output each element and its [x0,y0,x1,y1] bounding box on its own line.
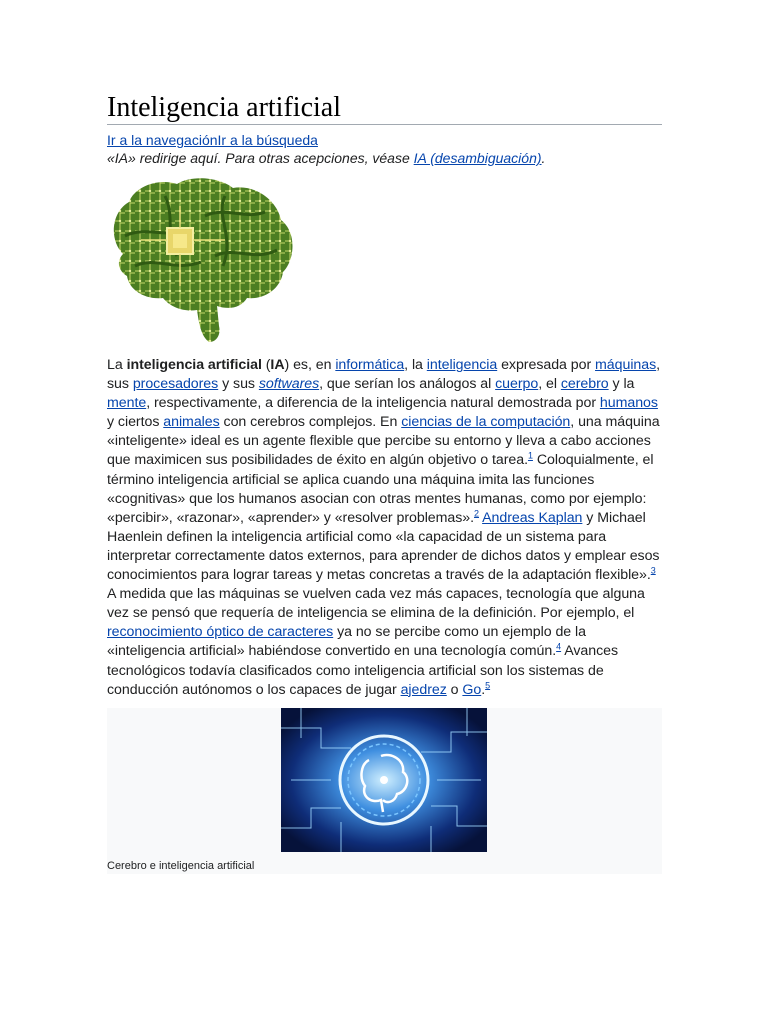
article-page [107,92,662,874]
text-run: ya no se percibe como un ejemplo de la «inteligencia artificial» habiéndose convertido en una tecnología común. [107,624,586,660]
link-mente[interactable]: mente [107,395,147,412]
text-run: y Michael Haenlein definen la inteligencia artificial como «la capacidad de un sistema para interpretar correctamente datos externos, para aprender de dichos datos y emplear esos conocimientos para lograr tareas y metas concretas a través de la adaptación flexible». [107,509,660,584]
skip-to-search-link[interactable]: Ir a la búsqueda [217,132,318,148]
link-ajedrez[interactable]: ajedrez [400,681,447,698]
text-run: , una máquina «inteligente» ideal es un agente flexible que percibe su entorno y lleva a cabo acciones que maximicen sus posibilidades de éxito en algún objetivo o tarea. [107,414,660,469]
title-divider [107,124,662,125]
link-ciencias-computacion[interactable]: ciencias de la computación [401,414,571,431]
figure-caption: Cerebro e inteligencia artificial [107,859,255,872]
bold-term: inteligencia artificial [126,357,262,373]
article-intro-paragraph [107,356,662,700]
link-go[interactable]: Go [462,681,482,698]
hatnote-suffix: . [541,150,546,166]
skip-to-navigation-link[interactable]: Ir a la navegación [107,132,218,148]
hatnote-prefix: «IA» redirige aquí. Para otras acepciones, véase [107,150,414,166]
text-run: y la [608,376,635,393]
link-humanos[interactable]: humanos [599,395,658,412]
page-title: Inteligencia artificial [107,92,341,123]
text-run: Avances tecnológicos todavía clasificados como inteligencia artificial son los sistemas de conducción autónomos o los capaces de jugar [107,643,619,698]
link-reconocimiento-optico[interactable]: reconocimiento óptico de caracteres [107,624,334,641]
text-run: A medida que las máquinas se vuelven cada vez más capaces, tecnología que alguna vez se pensó que requería de inteligencia se elimina de la definición. Por ejemplo, el [107,586,645,622]
article-figure [107,708,662,874]
text-run: o [446,681,463,698]
link-cuerpo[interactable]: cuerpo [495,376,539,393]
text-run: . [481,681,486,698]
skip-links [107,131,662,149]
link-cerebro[interactable]: cerebro [560,376,609,393]
link-informatica[interactable]: informática [335,357,405,373]
link-maquinas[interactable]: máquinas [595,357,657,373]
text-run: Coloquialmente, el término inteligencia artificial se aplica cuando una máquina imita las funciones «cognitivas» que los humanos asocian con otras mentes humanas, como por ejemplo: «percibir», «razonar», «aprender» y «resolver problemas». [107,452,654,526]
link-softwares[interactable]: softwares [258,376,320,393]
reference-link-3[interactable]: 3 [650,565,656,576]
text-run: y ciertos [107,414,164,431]
text-run: ) es, en [284,357,336,373]
brain-illustration [105,176,299,344]
text-run: , sus [107,357,661,393]
text-run: , la [404,357,427,373]
link-inteligencia[interactable]: inteligencia [426,357,498,373]
text-run: ( [261,357,271,373]
brain-circuit-image [105,176,299,344]
text-run: , el [538,376,561,393]
text-run: expresada por [497,357,596,373]
hatnote [107,149,662,168]
text-run: con cerebros complejos. En [219,414,402,431]
text-run: , respectivamente, a diferencia de la inteligencia natural demostrada por [146,395,600,412]
link-procesadores[interactable]: procesadores [132,376,219,393]
disambiguation-link[interactable]: IA (desambiguación) [413,150,542,166]
reference-link-4[interactable]: 4 [556,641,562,652]
bold-term: IA [270,357,285,373]
link-animales[interactable]: animales [163,414,220,431]
digital-brain-image[interactable] [281,708,487,852]
text-run: y sus [218,376,259,393]
text-run: La [107,357,127,373]
link-andreas-kaplan[interactable]: Andreas Kaplan [482,509,583,526]
reference-link-1[interactable]: 1 [527,450,533,461]
text-run: , que serían los análogos al [319,376,496,393]
reference-link-2[interactable]: 2 [474,508,479,519]
reference-link-5[interactable]: 5 [485,679,491,690]
